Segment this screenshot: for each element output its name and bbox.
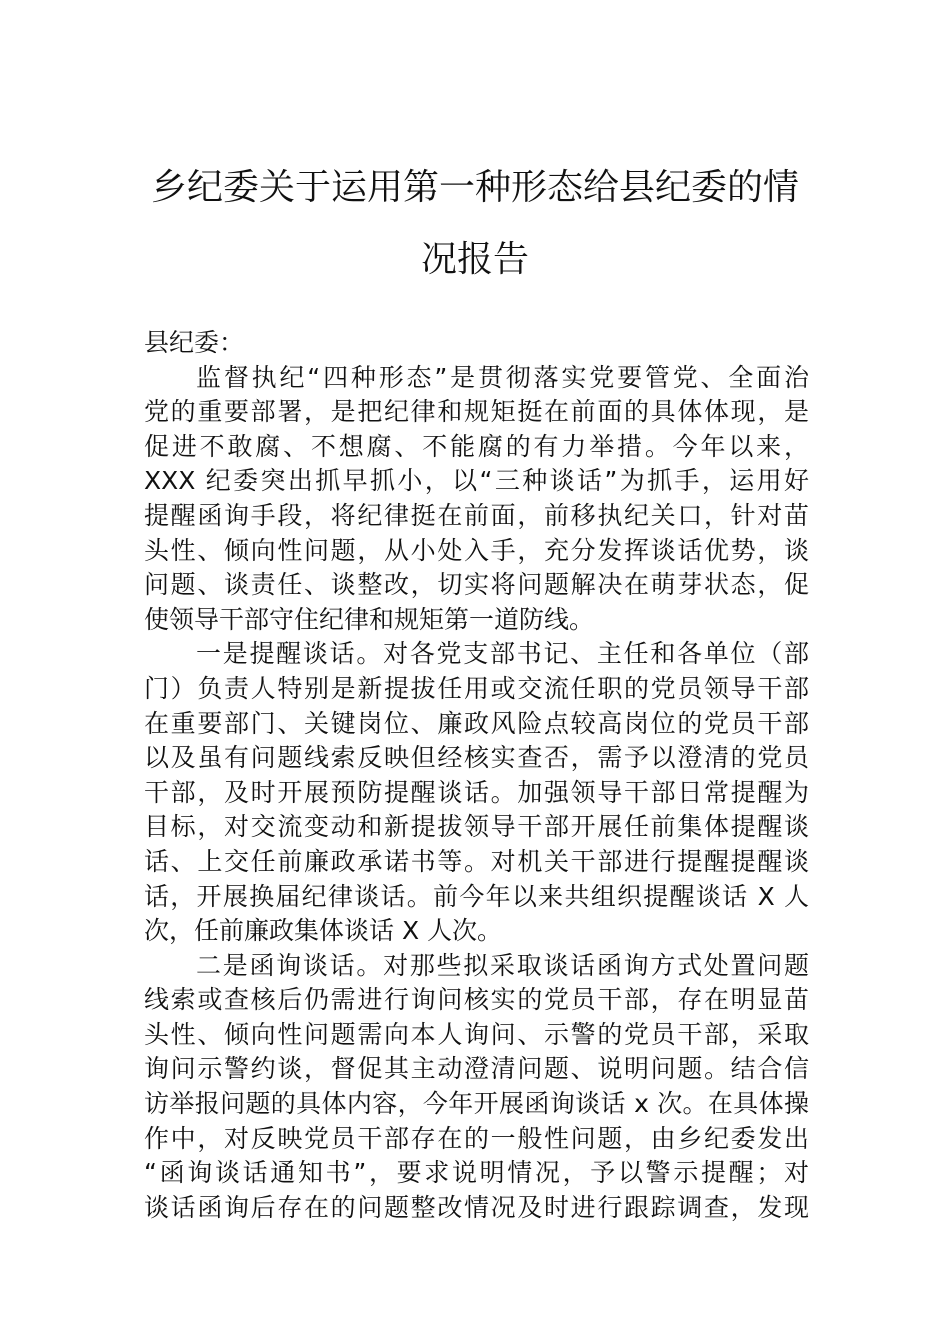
document-title-line-1: 乡纪委关于运用第一种形态给县纪委的情 bbox=[150, 167, 799, 208]
paragraph-1-line: 促进不敢腐、不想腐、不能腐的有力举措。今年以来， bbox=[144, 431, 809, 461]
paragraph-3-line: “函询谈话通知书”，要求说明情况，予以警示提醒；对 bbox=[144, 1158, 809, 1188]
paragraph-2-line: 次，任前廉政集体谈话 X 人次。 bbox=[144, 916, 503, 946]
paragraph-2-line: 话，开展换届纪律谈话。前今年以来共组织提醒谈话 X 人 bbox=[144, 881, 809, 911]
paragraph-1-line: XXX 纪委突出抓早抓小，以“三种谈话”为抓手，运用好 bbox=[144, 466, 809, 496]
paragraph-2-line: 干部，及时开展预防提醒谈话。加强领导干部日常提醒为 bbox=[144, 777, 809, 807]
paragraph-1-line: 监督执纪“四种形态”是贯彻落实党要管党、全面治 bbox=[196, 362, 809, 392]
document-title-line-2: 况报告 bbox=[420, 239, 529, 280]
paragraph-2-line: 门）负责人特别是新提拔任用或交流任职的党员领导干部 bbox=[144, 673, 809, 703]
paragraph-1-line: 头性、倾向性问题，从小处入手，充分发挥谈话优势，谈 bbox=[144, 535, 809, 565]
salutation: 县纪委： bbox=[144, 328, 245, 357]
paragraph-3-line: 谈话函询后存在的问题整改情况及时进行跟踪调查，发现 bbox=[144, 1192, 809, 1222]
paragraph-2-line: 以及虽有问题线索反映但经核实查否，需予以澄清的党员 bbox=[144, 743, 809, 773]
paragraph-3-line: 二是函询谈话。对那些拟采取谈话函询方式处置问题 bbox=[196, 950, 809, 980]
paragraph-1-line: 使领导干部守住纪律和规矩第一道防线。 bbox=[144, 604, 595, 634]
paragraph-3-line: 询问示警约谈，督促其主动澄清问题、说明问题。结合信 bbox=[144, 1054, 809, 1084]
paragraph-1-line: 党的重要部署，是把纪律和规矩挺在前面的具体体现，是 bbox=[144, 397, 809, 427]
paragraph-3-line: 访举报问题的具体内容，今年开展函询谈话 x 次。在具体操 bbox=[144, 1089, 809, 1119]
paragraph-1-line: 问题、谈责任、谈整改，切实将问题解决在萌芽状态，促 bbox=[144, 570, 809, 600]
paragraph-2-line: 一是提醒谈话。对各党支部书记、主任和各单位（部 bbox=[196, 639, 809, 669]
paragraph-2-line: 在重要部门、关键岗位、廉政风险点较高岗位的党员干部 bbox=[144, 708, 809, 738]
paragraph-2-line: 话、上交任前廉政承诺书等。对机关干部进行提醒提醒谈 bbox=[144, 846, 809, 876]
paragraph-3-line: 头性、倾向性问题需向本人询问、示警的党员干部，采取 bbox=[144, 1019, 809, 1049]
paragraph-1-line: 提醒函询手段，将纪律挺在前面，前移执纪关口，针对苗 bbox=[144, 500, 809, 530]
document-body bbox=[144, 326, 809, 1225]
paragraph-2-line: 目标，对交流变动和新提拔领导干部开展任前集体提醒谈 bbox=[144, 812, 809, 842]
paragraph-3-line: 作中，对反映党员干部存在的一般性问题，由乡纪委发出 bbox=[144, 1123, 809, 1153]
paragraph-3-line: 线索或查核后仍需进行询问核实的党员干部，存在明显苗 bbox=[144, 985, 809, 1015]
